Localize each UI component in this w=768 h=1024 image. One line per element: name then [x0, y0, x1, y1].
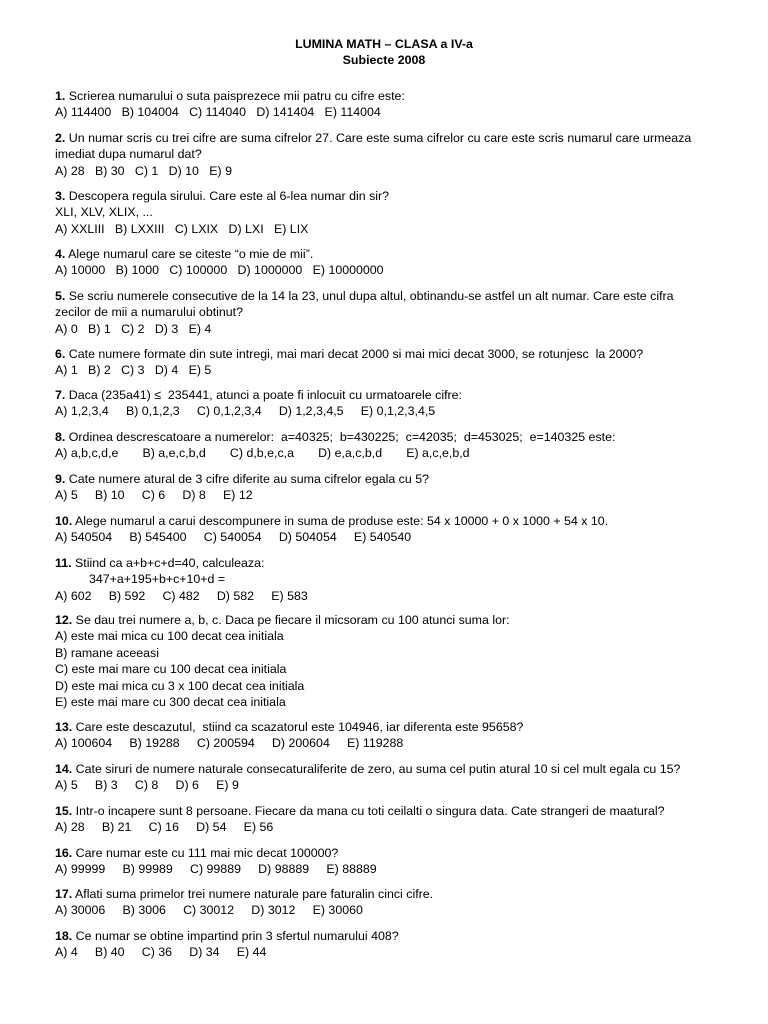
question-prompt: Alege numarul care se citeste “o mie de mii”. [65, 247, 314, 261]
question-prompt: Cate siruri de numere naturale consecaturaliferite de zero, au suma cel putin atural 10 si cel mult egala cu 15? [72, 762, 681, 776]
question-number: 11. [55, 556, 72, 570]
answer-options: A) 100604 B) 19288 C) 200594 D) 200604 E) 119288 [55, 736, 404, 751]
page-subtitle: Subiecte 2008 [342, 53, 426, 67]
question-number: 7. [55, 388, 66, 402]
question-text [55, 288, 745, 304]
answer-options: A) 5 B) 10 C) 6 D) 8 E) 12 [55, 488, 253, 503]
question-number: 16. [55, 846, 73, 860]
question-text [55, 803, 745, 819]
question-prompt: Ce numar se obtine impartind prin 3 sfertul numarului 408? [72, 929, 399, 943]
question-11 [55, 555, 745, 604]
question-8 [55, 429, 745, 462]
question-number: 12. [55, 613, 73, 627]
question-prompt: Ordinea descrescatoare a numerelor: a=40325; b=430225; c=42035; d=453025; e=140325 este: [65, 430, 616, 444]
question-text-continued: 347+a+195+b+c+10+d = [89, 572, 226, 587]
question-3 [55, 188, 745, 237]
answer-options: A) 10000 B) 1000 C) 100000 D) 1000000 E) 10000000 [55, 263, 384, 278]
question-text [55, 555, 745, 571]
question-9 [55, 471, 745, 504]
answer-options: A) 0 B) 1 C) 2 D) 3 E) 4 [55, 321, 212, 336]
question-18 [55, 928, 745, 961]
answer-options: A) 602 B) 592 C) 482 D) 582 E) 583 [55, 588, 308, 603]
question-prompt: Care este descazutul, stiind ca scazatorul este 104946, iar diferenta este 95658? [72, 720, 524, 734]
answer-options: C) este mai mare cu 100 decat cea initiala [55, 662, 287, 677]
answer-options: A) 4 B) 40 C) 36 D) 34 E) 44 [55, 945, 267, 960]
question-number: 15. [55, 804, 73, 818]
question-15 [55, 803, 745, 836]
question-prompt: Cate numere formate din sute intregi, mai mari decat 2000 si mai mici decat 3000, se rotunjesc la 2000? [65, 347, 644, 361]
question-prompt: Intr-o incapere sunt 8 persoane. Fiecare da mana cu toti ceilalti o singura data. Cate strangeri de maatural? [72, 804, 665, 818]
question-text [55, 845, 745, 861]
answer-options: A) 1,2,3,4 B) 0,1,2,3 C) 0,1,2,3,4 D) 1,2,3,4,5 E) 0,1,2,3,4,5 [55, 404, 436, 419]
question-text-continued: XLI, XLV, XLIX, ... [55, 205, 153, 220]
question-number: 1. [55, 89, 66, 103]
page-title: LUMINA MATH – CLASA a IV-a [295, 37, 473, 51]
question-17 [55, 886, 745, 919]
question-text [55, 246, 745, 262]
question-prompt: Se scriu numerele consecutive de la 14 la 23, unul dupa altul, obtinandu-se astfel un alt numar. Care este cifra [65, 289, 674, 303]
question-prompt: Care numar este cu 111 mai mic decat 100000? [72, 846, 339, 860]
question-1 [55, 88, 745, 121]
question-number: 8. [55, 430, 66, 444]
question-5 [55, 288, 745, 337]
question-13 [55, 719, 745, 752]
question-6 [55, 346, 745, 379]
question-prompt: Se dau trei numere a, b, c. Daca pe fiecare il micsoram cu 100 atunci suma lor: [72, 613, 510, 627]
question-text [55, 513, 745, 529]
answer-options: A) 540504 B) 545400 C) 540054 D) 504054 E) 540540 [55, 530, 412, 545]
answer-options: B) ramane aceeasi [55, 645, 159, 660]
answer-options: D) este mai mica cu 3 x 100 decat cea initiala [55, 678, 305, 693]
question-number: 10. [55, 514, 73, 528]
answer-options: E) este mai mare cu 300 decat cea initiala [55, 695, 286, 710]
question-prompt: Daca (235a41) ≤ 235441, atunci a poate fi inlocuit cu urmatoarele cifre: [65, 388, 462, 402]
question-text [55, 130, 745, 146]
answer-options: A) XXLIII B) LXXIII C) LXIX D) LXI E) LIX [55, 221, 309, 236]
answer-options: A) 28 B) 30 C) 1 D) 10 E) 9 [55, 163, 232, 178]
question-text [55, 928, 745, 944]
answer-options: A) este mai mica cu 100 decat cea initiala [55, 629, 284, 644]
answer-options: A) 30006 B) 3006 C) 30012 D) 3012 E) 30060 [55, 903, 363, 918]
question-text [55, 387, 745, 403]
question-text [55, 886, 745, 902]
question-text-continued: imediat dupa numarul dat? [55, 147, 202, 162]
answer-options: A) 1 B) 2 C) 3 D) 4 E) 5 [55, 363, 212, 378]
question-text [55, 471, 745, 487]
question-number: 5. [55, 289, 66, 303]
question-2 [55, 130, 745, 179]
question-prompt: Descopera regula sirului. Care este al 6-lea numar din sir? [65, 189, 390, 203]
question-number: 9. [55, 472, 66, 486]
question-number: 6. [55, 347, 66, 361]
question-4 [55, 246, 745, 279]
question-text-continued: zecilor de mii a numarului obtinut? [55, 305, 244, 320]
question-prompt: Cate numere atural de 3 cifre diferite au suma cifrelor egala cu 5? [65, 472, 429, 486]
question-7 [55, 387, 745, 420]
question-16 [55, 845, 745, 878]
question-prompt: Stiind ca a+b+c+d=40, calculeaza: [71, 556, 265, 570]
question-text [55, 188, 745, 204]
question-prompt: Scrierea numarului o suta paisprezece mii patru cu cifre este: [65, 89, 405, 103]
answer-options: A) 28 B) 21 C) 16 D) 54 E) 56 [55, 820, 274, 835]
question-number: 18. [55, 929, 73, 943]
question-number: 13. [55, 720, 73, 734]
question-text [55, 88, 745, 104]
question-number: 17. [55, 887, 73, 901]
answer-options: A) 5 B) 3 C) 8 D) 6 E) 9 [55, 778, 239, 793]
answer-options: A) 114400 B) 104004 C) 114040 D) 141404 E) 114004 [55, 105, 381, 120]
question-number: 14. [55, 762, 73, 776]
question-10 [55, 513, 745, 546]
question-text [55, 346, 745, 362]
question-number: 3. [55, 189, 66, 203]
question-number: 2. [55, 131, 66, 145]
question-prompt: Aflati suma primelor trei numere naturale pare faturalin cinci cifre. [72, 887, 434, 901]
question-prompt: Un numar scris cu trei cifre are suma cifrelor 27. Care este suma cifrelor cu care este scris numarul care urmeaza [65, 131, 692, 145]
answer-options: A) a,b,c,d,e B) a,e,c,b,d C) d,b,e,c,a D) e,a,c,b,d E) a,c,e,b,d [55, 446, 470, 461]
answer-options: A) 99999 B) 99989 C) 99889 D) 98889 E) 88889 [55, 862, 377, 877]
question-14 [55, 761, 745, 794]
question-number: 4. [55, 247, 66, 261]
question-prompt: Alege numarul a carui descompunere in suma de produse este: 54 x 10000 + 0 x 1000 + 54 x 10. [72, 514, 609, 528]
question-text [55, 429, 745, 445]
question-text [55, 612, 745, 628]
question-text [55, 719, 745, 735]
question-text [55, 761, 745, 777]
question-12 [55, 612, 745, 710]
